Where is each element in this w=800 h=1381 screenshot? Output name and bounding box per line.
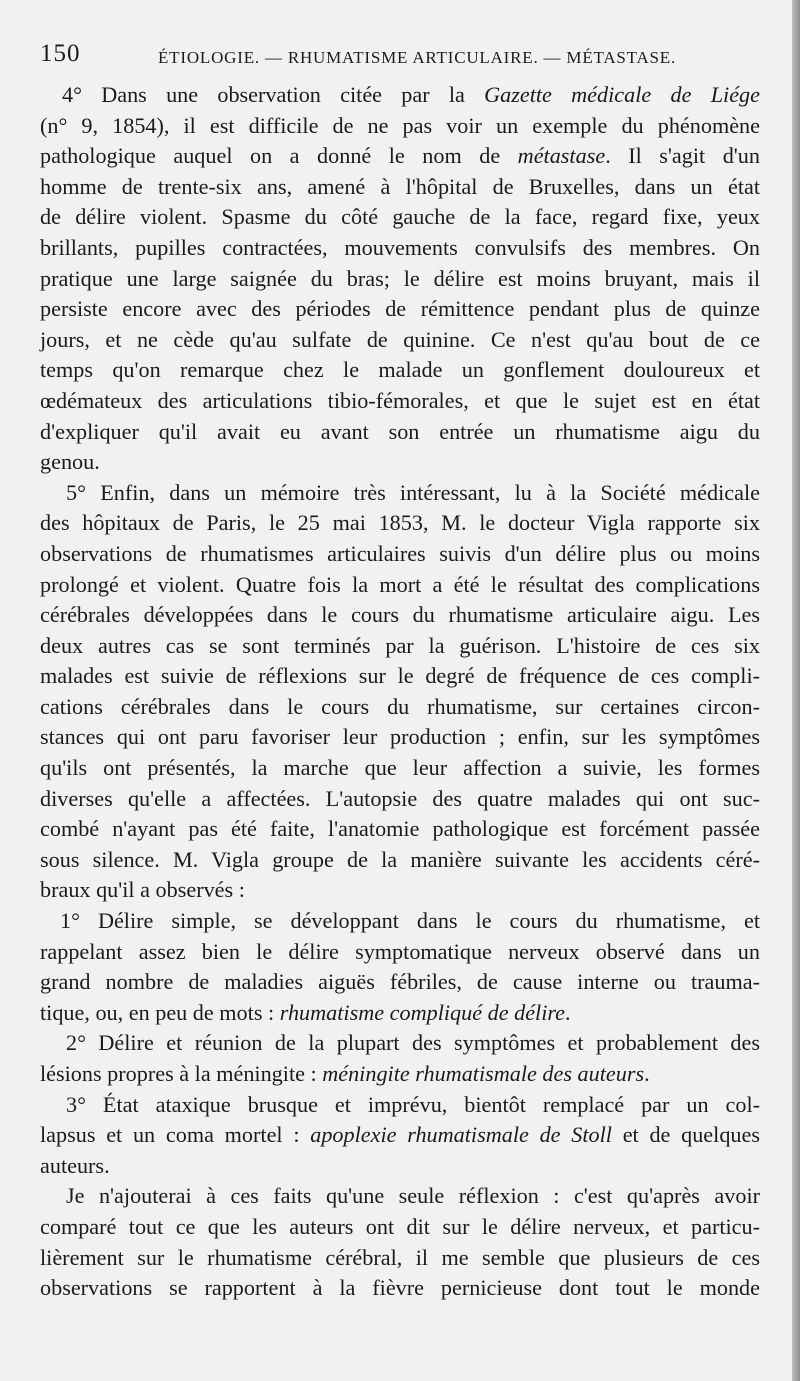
text-run: lapsus et un coma mortel : <box>40 1122 311 1148</box>
text-line <box>40 906 760 937</box>
text-line <box>40 1120 760 1151</box>
body-text <box>40 80 760 1304</box>
text-line <box>40 1243 760 1274</box>
text-run: braux qu'il a observés : <box>40 877 245 903</box>
text-run: persiste encore avec des périodes de rémittence pendant plus de quinze <box>40 296 760 322</box>
text-run: genou. <box>40 449 100 475</box>
text-line <box>40 1151 760 1182</box>
text-run: œdémateux des articulations tibio-fémorales, et que le sujet est en état <box>40 387 760 413</box>
text-line <box>40 1028 760 1059</box>
text-run: comparé tout ce que les auteurs ont dit sur le délire nerveux, et particu- <box>40 1213 760 1239</box>
text-line <box>40 233 760 264</box>
text-line <box>40 1273 760 1304</box>
text-run: et de quelques <box>611 1122 760 1148</box>
text-run: 5° Enfin, dans un mémoire très intéressant, lu à la Société médicale <box>66 479 760 505</box>
text-line <box>40 386 760 417</box>
text-run: 4° Dans une observation citée par la <box>62 82 485 107</box>
text-run: jours, et ne cède qu'au sulfate de quinine. Ce n'est qu'au bout de ce <box>40 326 760 352</box>
text-line <box>40 875 760 906</box>
text-run: cérébrales développées dans le cours du rhumatisme articulaire aigu. Les <box>40 602 760 628</box>
text-line <box>40 967 760 998</box>
text-run: temps qu'on remarque chez le malade un gonflement douloureux et <box>40 357 760 383</box>
text-run: homme de trente-six ans, amené à l'hôpital de Bruxelles, dans un état <box>40 173 760 199</box>
text-line <box>40 661 760 692</box>
text-run: Je n'ajouterai à ces faits qu'une seule réflexion : c'est qu'après avoir <box>66 1183 760 1209</box>
running-head: ÉTIOLOGIE. — RHUMATISME ARTICULAIRE. — MÉTASTASE. <box>158 48 677 67</box>
text-run: 2° Délire et réunion de la plupart des symptômes et probablement des <box>66 1030 760 1056</box>
text-run: lésions propres à la méningite : <box>40 1061 323 1086</box>
text-run: (n° 9, 1854), il est difficile de ne pas voir un exemple du phénomène <box>40 112 760 138</box>
text-run: prolongé et violent. Quatre fois la mort a été le résultat des complications <box>40 571 760 597</box>
text-run: lièrement sur le rhumatisme cérébral, il me semble que plusieurs de ces <box>40 1244 760 1270</box>
text-run: observations de rhumatismes articulaires suivis d'un délire plus ou moins <box>40 540 760 566</box>
text-line <box>40 508 760 539</box>
text-run: des hôpitaux de Paris, le 25 mai 1853, M. le docteur Vigla rapporte six <box>40 510 760 536</box>
italic-text: méningite rhumatismale des auteurs <box>322 1061 645 1086</box>
text-run: sous silence. M. Vigla groupe de la manière suivante les accidents céré- <box>40 846 760 872</box>
text-line <box>40 600 760 631</box>
text-run: malades est suivie de réflexions sur le degré de fréquence de ces compli- <box>40 663 760 689</box>
italic-text: métastase <box>517 143 606 169</box>
text-line <box>40 1212 760 1243</box>
text-line <box>40 264 760 295</box>
text-run: . <box>565 999 571 1025</box>
text-run: 3° État ataxique brusque et imprévu, bientôt remplacé par un col- <box>66 1091 760 1117</box>
text-line <box>40 722 760 753</box>
text-run: cations cérébrales dans le cours du rhumatisme, sur certaines circon- <box>40 693 760 719</box>
text-run: tique, ou, en peu de mots : <box>40 999 280 1025</box>
italic-text: apoplexie rhumatismale de Stoll <box>310 1122 612 1148</box>
text-line <box>40 1181 760 1212</box>
text-run: brillants, pupilles contractées, mouvements convulsifs des membres. On <box>40 234 760 260</box>
text-line <box>40 202 760 233</box>
text-line <box>40 1059 760 1090</box>
text-line <box>40 141 760 172</box>
text-line <box>40 447 760 478</box>
text-line <box>40 172 760 203</box>
text-run: stances qui ont paru favoriser leur production ; enfin, sur les symptômes <box>40 724 760 750</box>
text-run: auteurs. <box>40 1152 110 1178</box>
text-line <box>40 539 760 570</box>
italic-text: rhumatisme compliqué de délire <box>279 999 566 1025</box>
text-run: de délire violent. Spasme du côté gauche de la face, regard fixe, yeux <box>40 204 760 230</box>
text-run: diverses qu'elle a affectées. L'autopsie des quatre malades qui ont suc- <box>40 785 760 811</box>
text-line <box>40 753 760 784</box>
text-line <box>40 570 760 601</box>
text-run: combé n'ayant pas été faite, l'anatomie pathologique est forcément passée <box>40 816 760 842</box>
italic-text: Gazette médicale de Liége <box>484 82 760 107</box>
text-line <box>40 937 760 968</box>
text-line <box>40 845 760 876</box>
text-run: . <box>644 1061 650 1086</box>
text-line <box>40 294 760 325</box>
text-run: . Il s'agit d'un <box>605 143 760 169</box>
text-run: grand nombre de maladies aiguës fébriles, de cause interne ou trauma- <box>40 969 760 995</box>
text-line <box>40 478 760 509</box>
text-line <box>40 784 760 815</box>
text-line <box>40 80 760 111</box>
text-run: deux autres cas se sont terminés par la guérison. L'histoire de ces six <box>40 632 760 658</box>
text-line <box>40 998 760 1029</box>
text-run: pathologique auquel on a donné le nom de <box>40 143 518 169</box>
text-run: rappelant assez bien le délire symptomatique nerveux observé dans un <box>40 938 760 964</box>
text-line <box>40 814 760 845</box>
text-line <box>40 111 760 142</box>
page-gutter <box>792 0 800 1381</box>
text-line <box>40 1090 760 1121</box>
text-line <box>40 692 760 723</box>
text-line <box>40 417 760 448</box>
text-line <box>40 325 760 356</box>
page-header <box>40 40 760 72</box>
text-line <box>40 355 760 386</box>
text-run: d'expliquer qu'il avait eu avant son entrée un rhumatisme aigu du <box>40 418 760 444</box>
text-run: pratique une large saignée du bras; le délire est moins bruyant, mais il <box>40 265 760 291</box>
text-run: 1° Délire simple, se développant dans le cours du rhumatisme, et <box>60 908 760 934</box>
page-number: 150 <box>40 40 81 67</box>
text-line <box>40 631 760 662</box>
text-run: observations se rapportent à la fièvre pernicieuse dont tout le monde <box>40 1275 760 1301</box>
text-run: qu'ils ont présentés, la marche que leur affection a suivie, les formes <box>40 755 760 781</box>
